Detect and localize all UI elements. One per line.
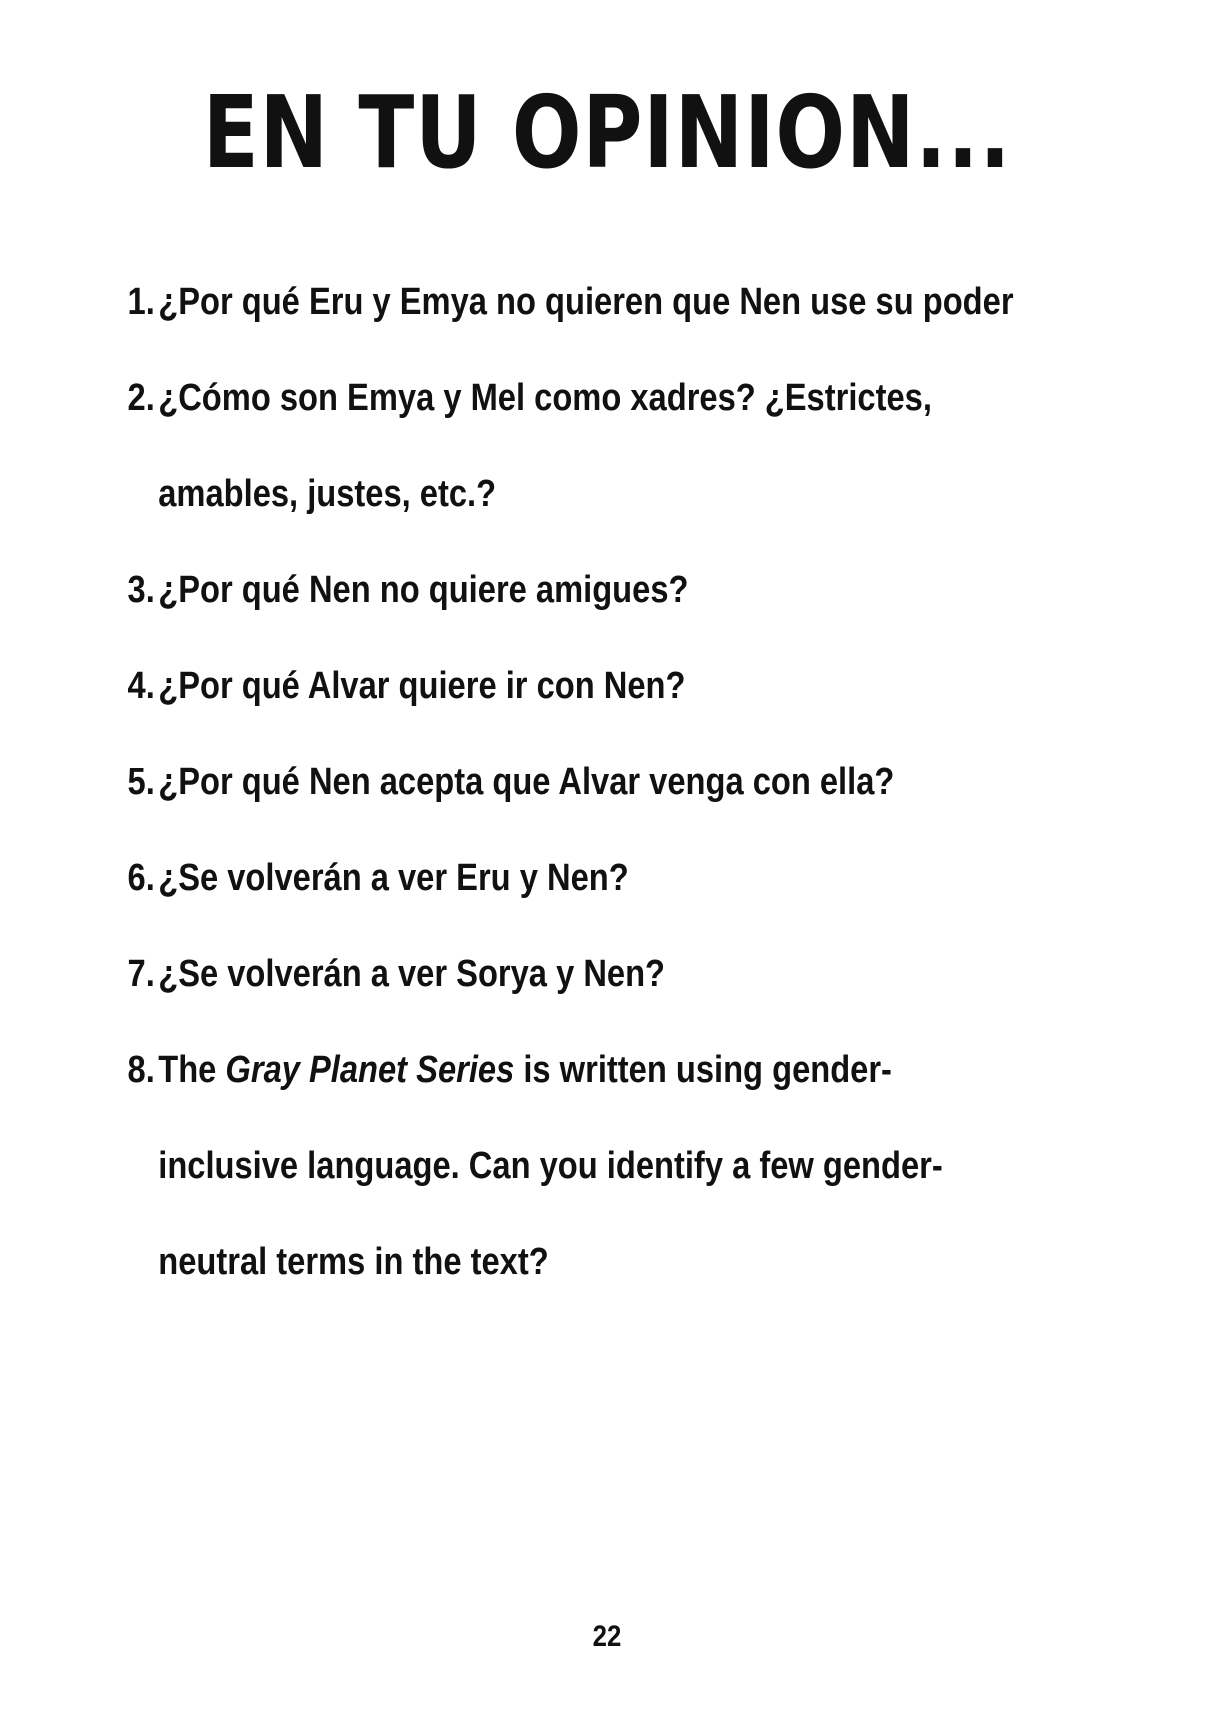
question-text-end: is written using gender- — [514, 1049, 892, 1091]
question-number: 1. — [127, 281, 155, 323]
question-text-continuation: amables, justes, etc.? — [158, 473, 497, 515]
series-title: Gray Planet Series — [225, 1049, 515, 1091]
question-text-continuation: neutral terms in the text? — [158, 1241, 549, 1283]
question-text: ¿Por qué Nen no quiere amigues? — [158, 569, 689, 611]
question-number: 2. — [127, 377, 155, 419]
question-number: 5. — [127, 761, 155, 803]
question-text-continuation: inclusive language. Can you identify a few gender- — [158, 1145, 943, 1187]
question-text-start: The — [158, 1049, 226, 1091]
question-number: 4. — [127, 665, 155, 707]
question-text: ¿Se volverán a ver Eru y Nen? — [158, 857, 629, 899]
question-number: 6. — [127, 857, 155, 899]
question-text — [158, 1040, 892, 1100]
page-number: 22 — [592, 1620, 622, 1653]
question-number: 7. — [127, 953, 155, 995]
page-title: EN TU OPINION... — [202, 74, 1012, 191]
question-text: ¿Por qué Alvar quiere ir con Nen? — [158, 665, 686, 707]
question-text: ¿Cómo son Emya y Mel como xadres? ¿Estrictes, — [158, 377, 932, 419]
question-text: ¿Se volverán a ver Sorya y Nen? — [158, 953, 666, 995]
question-text: ¿Por qué Nen acepta que Alvar venga con ella? — [158, 761, 895, 803]
question-number: 8. — [127, 1049, 155, 1091]
question-text: ¿Por qué Eru y Emya no quieren que Nen use su poder — [158, 281, 1014, 323]
question-number: 3. — [127, 569, 155, 611]
